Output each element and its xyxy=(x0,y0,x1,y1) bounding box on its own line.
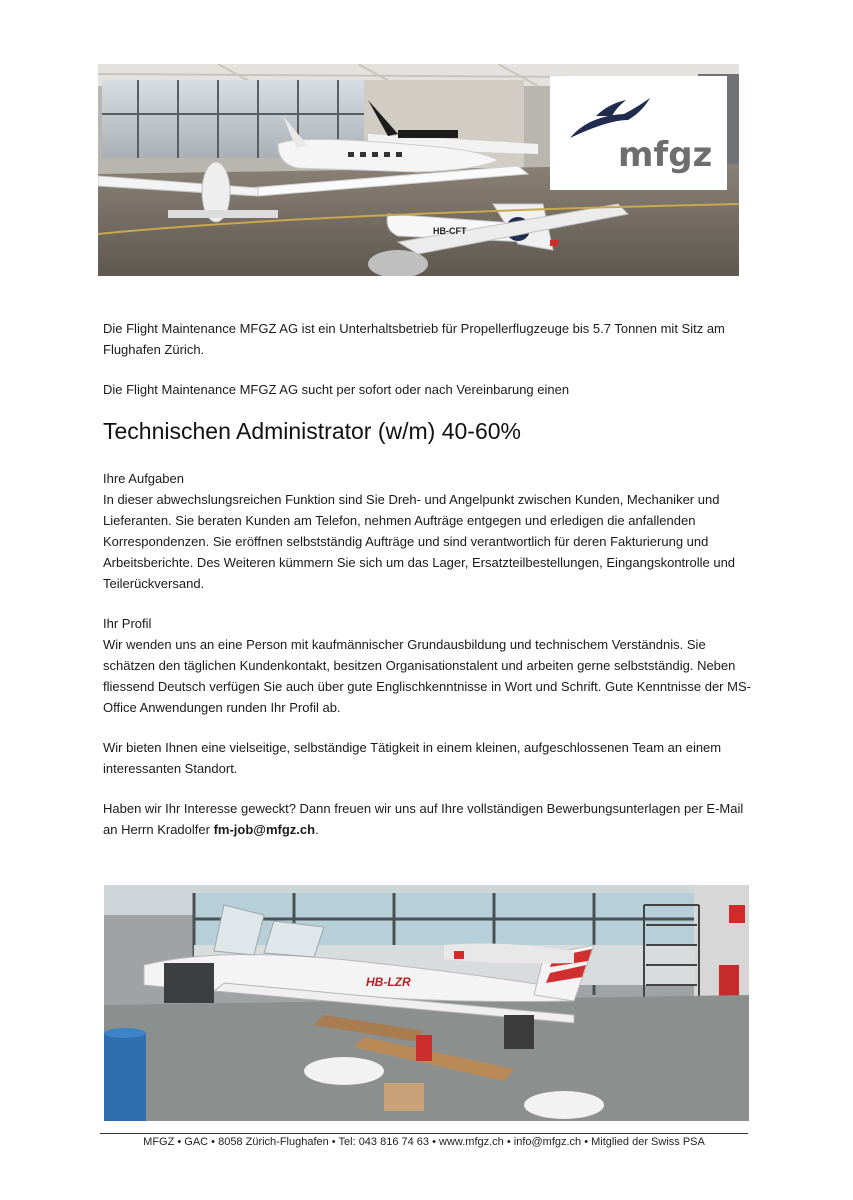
contact-sentence: Haben wir Ihr Interesse geweckt? Dann freuen wir uns auf Ihre vollständigen Bewerbungsunterlagen per E-Mail an Herrn Kradolfer xyxy=(103,801,744,837)
workshop-photo xyxy=(104,885,749,1121)
tasks-heading: Ihre Aufgaben xyxy=(103,471,184,486)
job-title: Technischen Administrator (w/m) 40-60% xyxy=(103,418,521,444)
footer-divider xyxy=(100,1133,748,1134)
job-posting-body xyxy=(103,318,753,840)
contact-end: . xyxy=(315,822,319,837)
profile-heading: Ihr Profil xyxy=(103,616,152,631)
intro-search: Die Flight Maintenance MFGZ AG sucht per sofort oder nach Vereinbarung einen xyxy=(103,382,570,397)
logo-wordmark: mfgz xyxy=(618,135,713,175)
bottom-aircraft-registration: HB-LZR xyxy=(366,975,411,989)
contact-text xyxy=(103,798,753,840)
offer-text: Wir bieten Ihnen eine vielseitige, selbständige Tätigkeit in einem kleinen, aufgeschlossenen Team an einem interessanten Standort. xyxy=(103,740,722,776)
footer-contact-info: MFGZ • GAC • 8058 Zürich-Flughafen • Tel: 043 816 74 63 • www.mfgz.ch • info@mfgz.ch • Mitglied der Swiss PSA xyxy=(143,1136,705,1148)
intro-company: Die Flight Maintenance MFGZ AG ist ein Unterhaltsbetrieb für Propellerflugzeuge bis 5.7 Tonnen mit Sitz am Flughafen Zürich. xyxy=(103,321,725,357)
hero-aircraft-registration: HB-CFT xyxy=(433,226,467,236)
mfgz-logo xyxy=(550,76,727,190)
tasks-body: In dieser abwechslungsreichen Funktion sind Sie Dreh- und Angelpunkt zwischen Kunden, Mechaniker und Lieferanten. Sie beraten Kunden am Telefon, nehmen Aufträge entgegen und erledigen die anfallenden Korrespondenzen. Sie eröffnen selbstständig Aufträge und sind verantwortlich für deren Fakturierung und Arbeitsberichte. Des Weiteren kümmern Sie sich um das Lager, Ersatzteilbestellungen, Eingangskontrolle und Teilerückversand. xyxy=(103,492,736,591)
contact-email[interactable]: fm-job@mfgz.ch xyxy=(213,822,316,837)
profile-body: Wir wenden uns an eine Person mit kaufmännischer Grundausbildung und technischem Verständnis. Sie schätzen den täglichen Kundenkontakt, besitzen Organisationstalent und arbeiten gerne selbstständig. Neben fliessend Deutsch verfügen Sie auch über gute Englischkenntnisse in Wort und Schrift. Gute Kenntnisse der MS-Office Anwendungen runden Ihr Profil ab. xyxy=(103,637,751,715)
